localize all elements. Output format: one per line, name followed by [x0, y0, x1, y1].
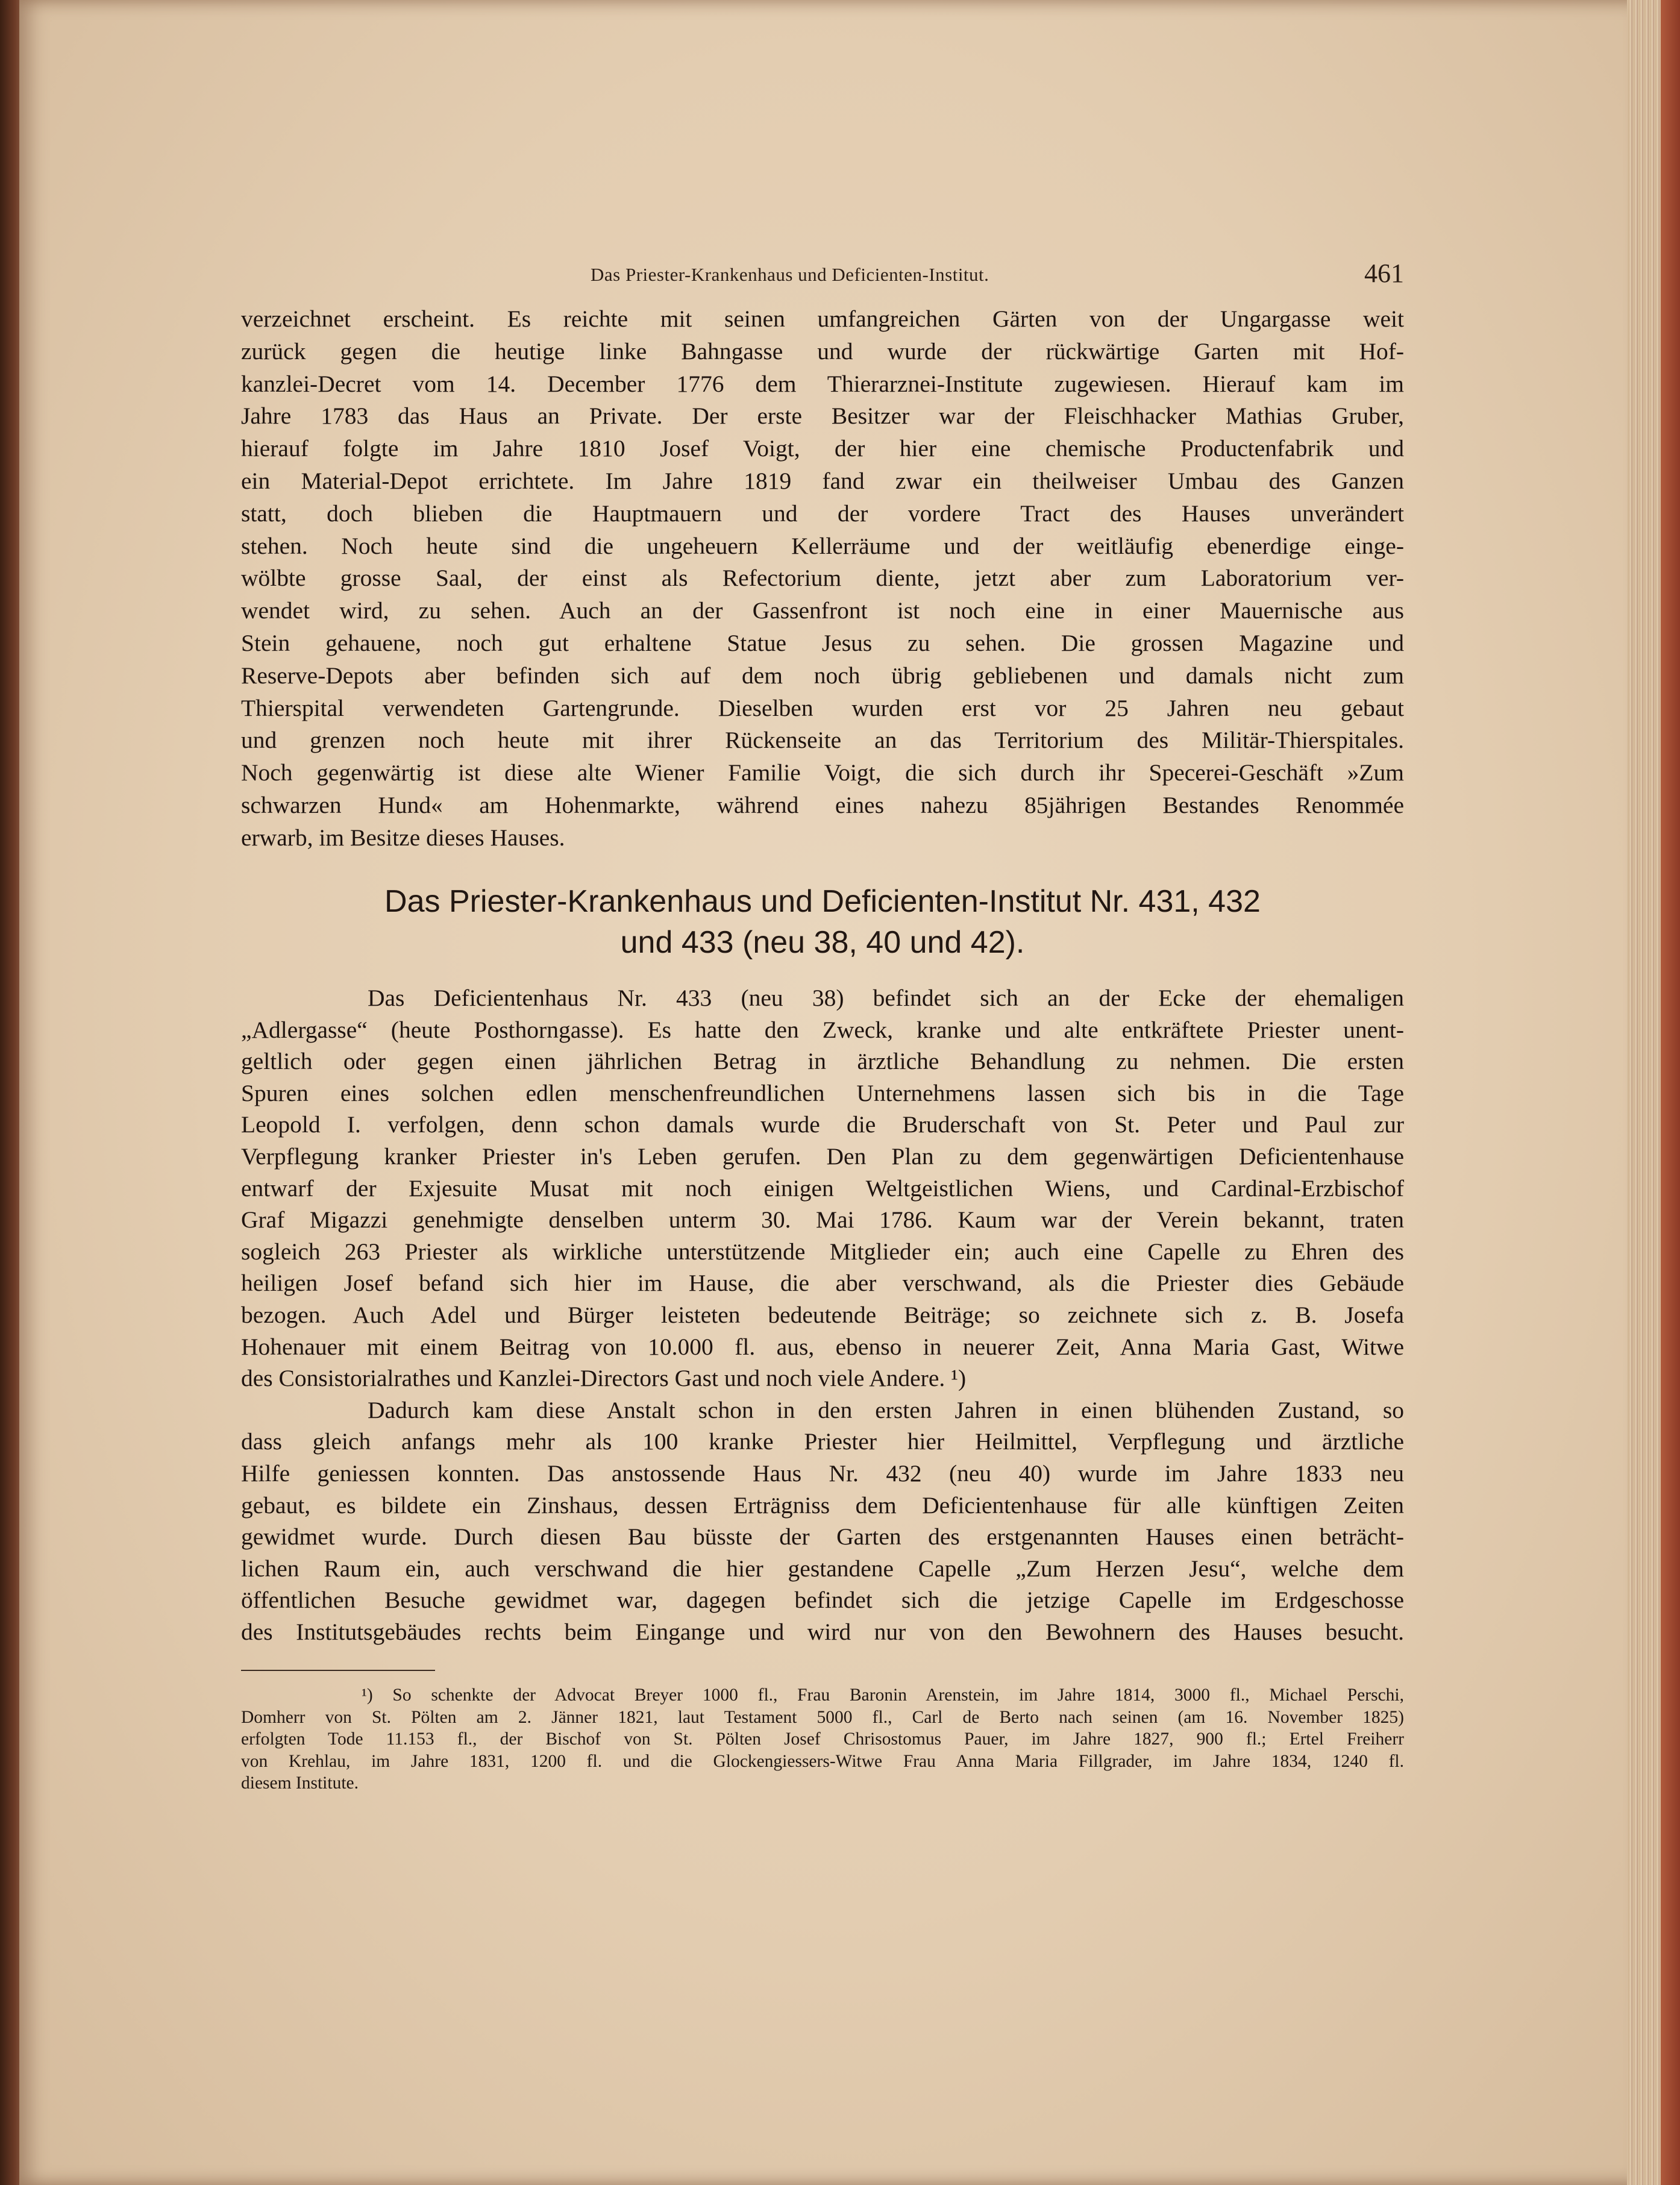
text-line: stehen. Noch heute sind die ungeheuern Kellerräume und der weitläufig ebenerdige einge-: [241, 532, 1404, 559]
text-line: entwarf der Exjesuite Musat mit noch einigen Weltgeistlichen Wiens, und Cardinal-Erzbischof: [241, 1174, 1404, 1202]
text-line: dass gleich anfangs mehr als 100 kranke Priester hier Heilmittel, Verpflegung und ärztliche: [241, 1428, 1404, 1455]
text-line: schwarzen Hund« am Hohenmarkte, während eines nahezu 85jährigen Bestandes Renommée: [241, 791, 1404, 818]
text-line: Verpflegung kranker Priester in's Leben gerufen. Den Plan zu dem gegenwärtigen Deficientenhause: [241, 1143, 1404, 1170]
text-line: wölbte grosse Saal, der einst als Refectorium diente, jetzt aber zum Laboratorium ver-: [241, 565, 1404, 592]
text-line: ein Material-Depot errichtete. Im Jahre 1819 fand zwar ein theilweiser Umbau des Ganzen: [241, 467, 1404, 494]
text-line: Jahre 1783 das Haus an Private. Der erste Besitzer war der Fleischhacker Mathias Gruber,: [241, 403, 1404, 430]
text-line: Spuren eines solchen edlen menschenfreundlichen Unternehmens lassen sich bis in die Tage: [241, 1079, 1404, 1106]
paragraph-continued: [241, 303, 1404, 854]
text-line: Hohenauer mit einem Beitrag von 10.000 fl. aus, ebenso in neuerer Zeit, Anna Maria Gast, Witwe: [241, 1333, 1404, 1360]
text-line: Das Deficientenhaus Nr. 433 (neu 38) befindet sich an der Ecke der ehemaligen: [368, 985, 1404, 1011]
text-line: Stein gehauene, noch gut erhaltene Statue Jesus zu sehen. Die grossen Magazine und: [241, 629, 1404, 656]
text-line: öffentlichen Besuche gewidmet war, dagegen befindet sich die jetzige Capelle im Erdgeschosse: [241, 1587, 1404, 1614]
running-title: Das Priester-Krankenhaus und Deficienten-Institut.: [591, 264, 989, 285]
text-line: gebaut, es bildete ein Zinshaus, dessen Erträgniss dem Deficientenhause für alle künftigen Zeiten: [241, 1491, 1404, 1519]
text-line: lichen Raum ein, auch verschwand die hier gestandene Capelle „Zum Herzen Jesu“, welche dem: [241, 1555, 1404, 1582]
heading-line: Das Priester-Krankenhaus und Deficienten-Institut Nr. 431, 432: [384, 884, 1261, 919]
text-line: Hilfe geniessen konnten. Das anstossende Haus Nr. 432 (neu 40) wurde im Jahre 1833 neu: [241, 1459, 1404, 1487]
text-line: Leopold I. verfolgen, denn schon damals wurde die Bruderschaft von St. Peter und Paul zur: [241, 1111, 1404, 1138]
book-cover-edge: [1661, 0, 1680, 2185]
heading-line: und 433 (neu 38, 40 und 42).: [620, 925, 1025, 960]
footnote-line: ¹) So schenkte der Advocat Breyer 1000 fl., Frau Baronin Arenstein, im Jahre 1814, 3000 fl., Michael Perschi,: [362, 1685, 1404, 1705]
text-line: verzeichnet erscheint. Es reichte mit seinen umfangreichen Gärten von der Ungargasse weit: [241, 306, 1404, 332]
text-line: gewidmet wurde. Durch diesen Bau büsste der Garten des erstgenannten Hauses einen beträcht-: [241, 1523, 1404, 1550]
text-line: zurück gegen die heutige linke Bahngasse und wurde der rückwärtige Garten mit Hof-: [241, 337, 1404, 365]
text-line: Dadurch kam diese Anstalt schon in den ersten Jahren in einen blühenden Zustand, so: [368, 1396, 1404, 1423]
text-line: Noch gegenwärtig ist diese alte Wiener Familie Voigt, die sich durch ihr Specerei-Geschäft »Zum: [241, 759, 1404, 786]
text-line: kanzlei-Decret vom 14. December 1776 dem Thierarznei-Institute zugewiesen. Hierauf kam im: [241, 370, 1404, 397]
page-number: 461: [1364, 259, 1404, 288]
text-line: wendet wird, zu sehen. Auch an der Gassenfront ist noch eine in einer Mauernische aus: [241, 597, 1404, 624]
section-heading: [241, 881, 1404, 963]
text-line: „Adlergasse“ (heute Posthorngasse). Es hatte den Zweck, kranke und alte entkräftete Priester unent-: [241, 1016, 1404, 1043]
text-line: Reserve-Depots aber befinden sich auf dem noch übrig gebliebenen und damals nicht zum: [241, 662, 1404, 689]
text-line: hierauf folgte im Jahre 1810 Josef Voigt, der hier eine chemische Productenfabrik und: [241, 435, 1404, 462]
text-line: sogleich 263 Priester als wirkliche unterstützende Mitglieder ein; auch eine Capelle zu Ehren des: [241, 1238, 1404, 1265]
text-line: des Consistorialrathes und Kanzlei-Directors Gast und noch viele Andere. ¹): [241, 1365, 967, 1392]
text-line: Graf Migazzi genehmigte denselben unterm 30. Mai 1786. Kaum war der Verein bekannt, traten: [241, 1206, 1404, 1234]
footnote-line: Domherr von St. Pölten am 2. Jänner 1821, laut Testament 5000 fl., Carl de Berto nach seinen (am 16. November 1825): [241, 1707, 1404, 1727]
footnote: [241, 1684, 1404, 1795]
footnote-line: von Krehlau, im Jahre 1831, 1200 fl. und die Glockengiessers-Witwe Frau Anna Maria Fillgrader, im Jahre 1834, 1240 fl.: [241, 1751, 1404, 1771]
text-line: statt, doch blieben die Hauptmauern und der vordere Tract des Hauses unverändert: [241, 500, 1404, 527]
text-line: und grenzen noch heute mit ihrer Rückenseite an das Territorium des Militär-Thierspitales.: [241, 727, 1404, 754]
footnote-line: diesem Institute.: [241, 1773, 359, 1793]
text-line: des Institutsgebäudes rechts beim Eingange und wird nur von den Bewohnern des Hauses besucht.: [241, 1618, 1404, 1645]
text-line: bezogen. Auch Adel und Bürger leisteten bedeutende Beiträge; so zeichnete sich z. B. Josefa: [241, 1301, 1404, 1328]
footnote-line: erfolgten Tode 11.153 fl., der Bischof von St. Pölten Josef Chrisostomus Pauer, im Jahre 1827, 900 fl.; Ertel Freiherr: [241, 1729, 1404, 1749]
text-line: Thierspital verwendeten Gartengrunde. Dieselben wurden erst vor 25 Jahren neu gebaut: [241, 694, 1404, 721]
running-head: [241, 258, 1404, 294]
section-body: [241, 982, 1404, 1647]
footnote-divider: [241, 1670, 435, 1671]
text-line: geltlich oder gegen einen jährlichen Betrag in ärztliche Behandlung zu nehmen. Die ersten: [241, 1048, 1404, 1075]
text-line: heiligen Josef befand sich hier im Hause, die aber verschwand, als die Priester dies Gebäude: [241, 1270, 1404, 1297]
text-line: erwarb, im Besitze dieses Hauses.: [241, 824, 565, 851]
